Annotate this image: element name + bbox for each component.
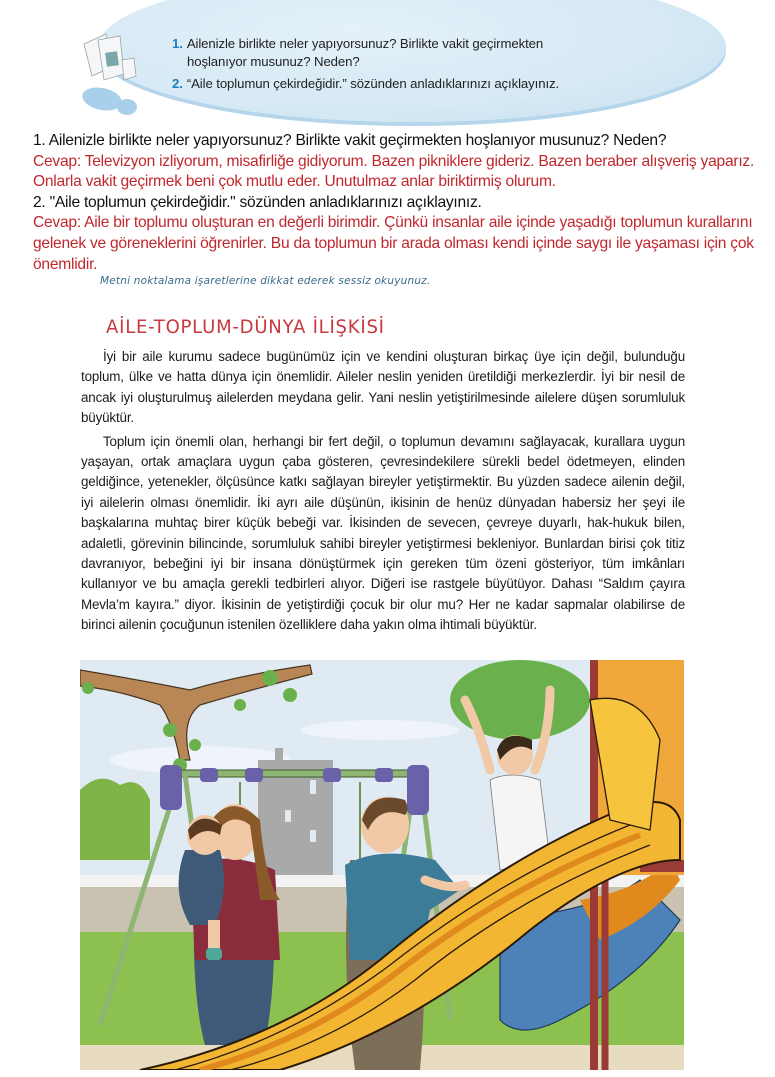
question-text-cont: hoşlanıyor musunuz? Neden? xyxy=(187,54,360,69)
building xyxy=(258,748,333,880)
bubble-tail-blob-small xyxy=(117,99,137,115)
question-text: Ailenizle birlikte neler yapıyorsunuz? Birlikte vakit geçirmekten xyxy=(186,36,544,51)
bubble-question-1 xyxy=(172,35,592,71)
question-text: “Aile toplumun çekirdeğidir.” sözünden anladıklarınızı açıklayınız. xyxy=(186,76,560,91)
answer-2: Cevap: Aile bir toplumu oluşturan en değerli birimdir. Çünkü insanlar aile içinde yaşadığı toplumun kurallarını gelenek ve göreneklerini öğrenirler. Bu da toplumun bir arada olması kendi içinde saygı ile yaşaması için çok önemlidir. xyxy=(33,214,754,273)
paragraph: İyi bir aile kurumu sadece bugünümüz için ve kendini oluşturan birkaç üye için değil, bulunduğu toplum, ülke ve hatta dünya için önemlidir. Aileler neslin yeniden üretildiği merkezlerdir. İyi bir nesil de ancak iyi oluşturulmuş ailelerden meydana gelir. Yani neslin yetiştirilmesinde ailelere düşen sorumluluk büyüktür. xyxy=(81,349,685,426)
question-1: 1. Ailenizle birlikte neler yapıyorsunuz? Birlikte vakit geçirmekten hoşlanıyor musunuz? Neden? xyxy=(33,132,667,149)
bubble-question-2 xyxy=(172,75,632,93)
answer-1: Cevap: Televizyon izliyorum, misafirliğe gidiyorum. Bazen pikniklere gideriz. Bazen beraber alışveriş yaparız. Onlarla vakit geçirmek beni çok mutlu eder. Unutulmaz anlar biriktirmiş olurum. xyxy=(33,152,755,191)
book-pages-icon xyxy=(80,30,140,88)
section-title: AİLE-TOPLUM-DÜNYA İLİŞKİSİ xyxy=(106,316,385,338)
question-bubble xyxy=(0,0,775,128)
reading-instruction: Metni noktalama işaretlerine dikkat ederek sessiz okuyunuz. xyxy=(100,275,431,287)
family-playground-illustration xyxy=(80,660,684,1070)
question-number: 2. xyxy=(172,76,183,91)
reading-text xyxy=(81,347,685,639)
paragraph: Toplum için önemli olan, herhangi bir fert değil, o toplumun devamını sağlayacak, kurallara uygun yaşayan, ortak amaçlara uygun çaba gösteren, çevresindekilere sürekli bedel ödetmeyen, elinden geldiğince, yetenekler, ölçüsünce katkı sağlayan bireyler yetiştirmektir. Bu yüzden sadece ailenin değil, iyi ailelerin olması önemlidir. İki ayrı aile düşünün, ikisinin de henüz dünyadan habersiz her şeyi ile başkalarına muhtaç birer küçük bebeği var. İkisinden de sevecen, çevreye duyarlı, hak-hukuk bilen, adaletli, görevinin bilincinde, sorumluluk sahibi bireyler yetiştirmesi bekleniyor. Bunlardan birisi çok titiz davranıyor, bebeğini iyi bir insana dönüştürmek için gereken tüm özeni gösteriyor, tüm imkânları kullanıyor ve bu amaçla gerekli tedbirleri alıyor. Diğeri ise rastgele büyütüyor. Dahası “Saldım çayıra Mevla’m kayıra.” diyor. İkisinin de yetiştirdiği çocuk bir olur mu? Her ne kadar sapmalar olabilirse de birinci ailenin çocuğunun istenilen özelliklere daha yakın olma ihtimali büyüktür. xyxy=(81,433,685,633)
question-2: 2. "Aile toplumun çekirdeğidir." sözünden anladıklarınızı açıklayınız. xyxy=(33,193,482,211)
answers-block xyxy=(33,131,763,275)
question-number: 1. xyxy=(172,36,183,51)
